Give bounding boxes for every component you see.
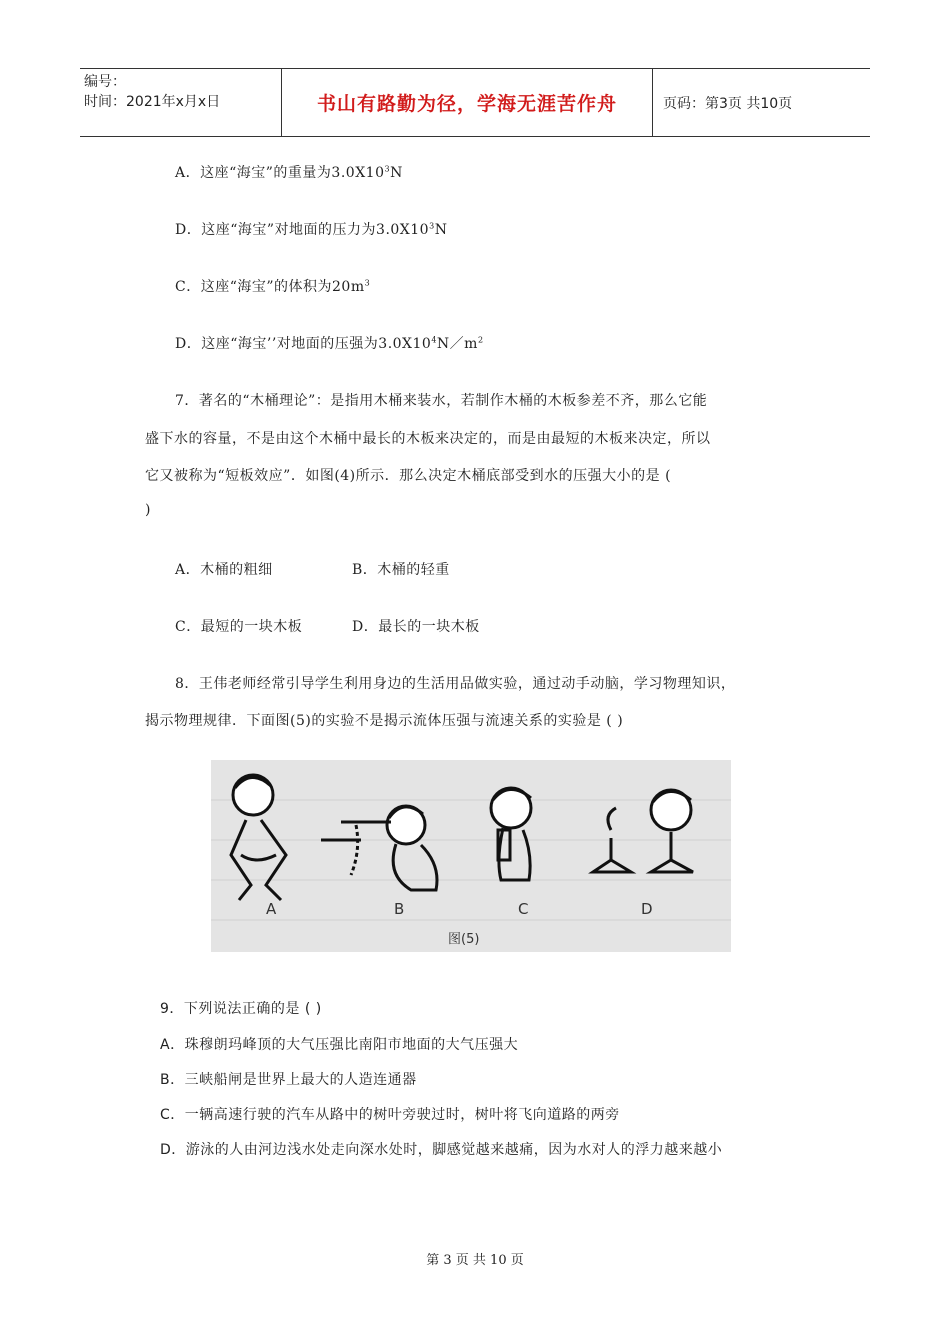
q7-line1: 7．著名的“木桶理论”：是指用木桶来装水，若制作木桶的木板参差不齐，那么它能	[175, 393, 708, 409]
q6-option-a	[175, 162, 403, 182]
q7-option-a: A．木桶的粗细	[175, 562, 273, 578]
q6-option-d1-exp: 3	[429, 221, 435, 231]
q6-option-d2-text: D．这座“海宝’’对地面的压强为3.0X10	[175, 336, 432, 352]
q6-option-a-unit: N	[390, 165, 403, 181]
q7-line4: )	[145, 502, 151, 518]
q6-option-d2-exp2: 2	[477, 335, 484, 345]
q6-option-a-exp: 3	[384, 164, 391, 174]
serial-label: 编号：	[84, 74, 126, 90]
page-footer: 第 3 页 共 10 页	[426, 1253, 524, 1268]
q6-option-d2-unit: N／m	[436, 336, 478, 352]
q6-option-d2	[175, 333, 484, 353]
q9-option-b: B．三峡船闸是世界上最大的人造连通器	[160, 1072, 417, 1088]
q9-option-a: A．珠穆朗玛峰顶的大气压强比南阳市地面的大气压强大	[160, 1037, 519, 1053]
figure-caption: 图(5)	[448, 932, 480, 947]
q9-option-c: C．一辆高速行驶的汽车从路中的树叶旁驶过时，树叶将飞向道路的两旁	[160, 1107, 620, 1123]
figure-label-d: D	[641, 900, 653, 918]
header-motto: 书山有路勤为径，学海无涯苦作舟	[282, 69, 653, 136]
q6-option-c	[175, 276, 370, 296]
q6-option-d1	[175, 219, 447, 239]
figure-label-a: A	[266, 900, 277, 918]
figure-5	[211, 760, 731, 952]
q6-option-c-exp: 3	[364, 278, 371, 288]
q6-option-d2-exp: 4	[431, 335, 437, 345]
figure-label-c: C	[518, 900, 529, 918]
header-page-label: 页码：第3页 共10页	[663, 95, 793, 112]
q8-line2: 揭示物理规律．下面图(5)的实验不是揭示流体压强与流速关系的实验是 ( )	[145, 713, 624, 729]
q6-option-d1-text: D．这座“海宝”对地面的压力为3.0X10	[175, 222, 430, 238]
page-header	[80, 68, 870, 137]
q7-option-d: D．最长的一块木板	[352, 619, 480, 635]
figure-label-b: B	[394, 900, 405, 918]
q7-option-c: C．最短的一块木板	[175, 619, 303, 635]
q6-option-d1-unit: N	[434, 222, 448, 238]
header-left-cell	[80, 69, 282, 136]
time-label: 时间：2021年x月x日	[84, 94, 221, 110]
q9-option-d: D．游泳的人由河边浅水处走向深水处时，脚感觉越来越痛，因为水对人的浮力越来越小	[160, 1142, 723, 1158]
q6-option-c-text: C．这座“海宝”的体积为20m	[175, 279, 365, 295]
q7-option-b: B．木桶的轻重	[352, 562, 450, 578]
q7-line3: 它又被称为“短板效应”．如图(4)所示．那么决定木桶底部受到水的压强大小的是 (	[145, 468, 672, 484]
q8-line1: 8．王伟老师经常引导学生利用身边的生活用品做实验，通过动手动脑，学习物理知识，	[175, 676, 736, 692]
figure-5-drawing	[211, 760, 731, 952]
q7-line2: 盛下水的容量，不是由这个木桶中最长的木板来决定的，而是由最短的木板来决定，所以	[145, 431, 711, 447]
q6-option-a-text: A．这座“海宝”的重量为3.0X10	[175, 165, 385, 181]
q9-stem: 9．下列说法正确的是 ( )	[160, 1001, 322, 1017]
